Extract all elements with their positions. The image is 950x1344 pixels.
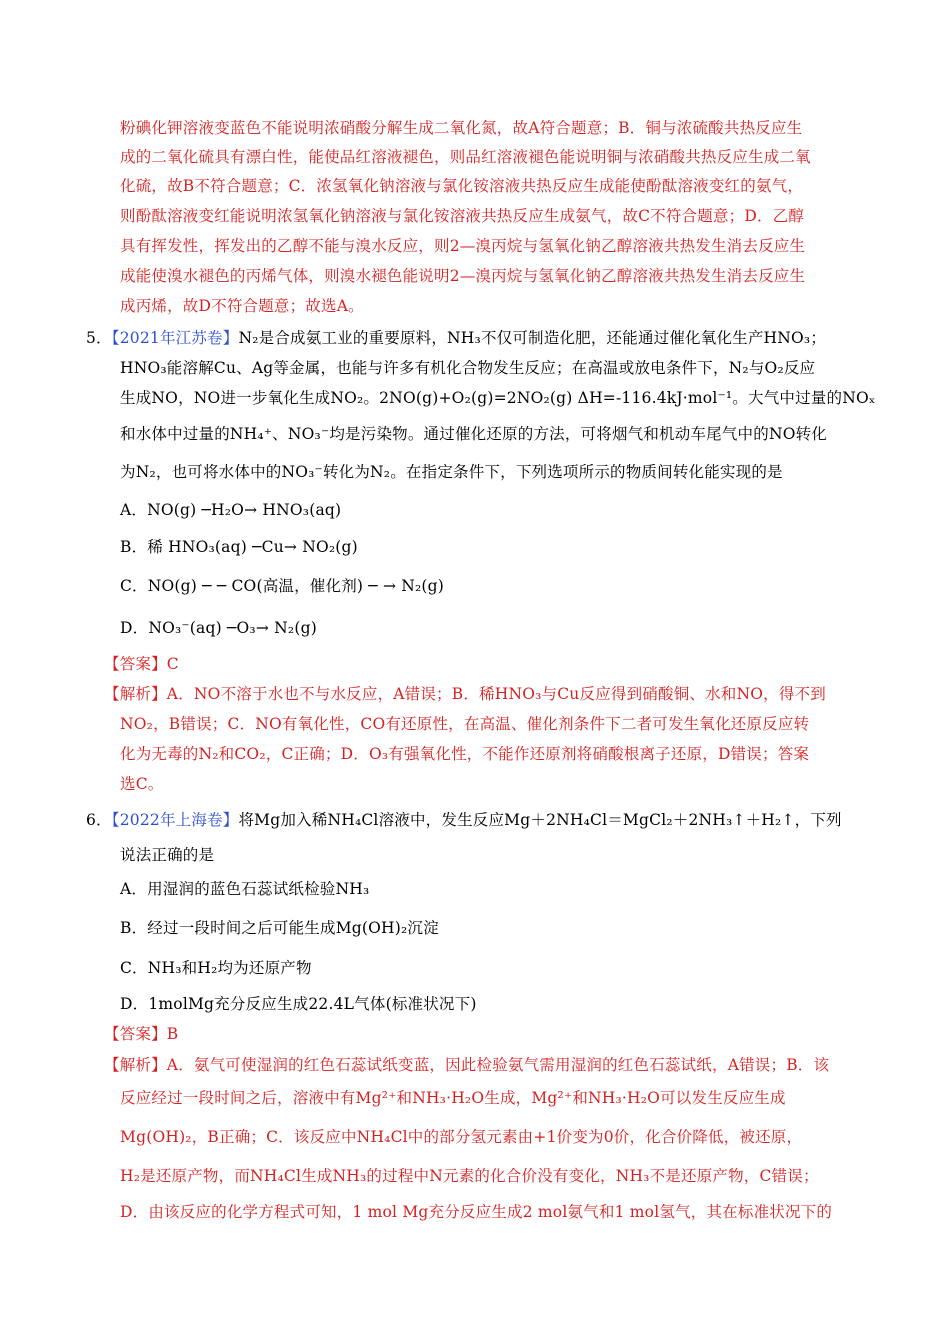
source-tag: 【2022年上海卷】 [111,811,239,829]
source-tag: 【2021年江苏卷】 [111,329,239,347]
analysis-line: D．由该反应的化学方程式可知，1 mol Mg充分反应生成2 mol氨气和1 mol氢气，其在标准状况下的 [120,1203,833,1221]
analysis-line: 化为无毒的N₂和CO₂，C正确；D．O₃有强氧化性，不能作还原剂将硝酸根离子还原，D错误；答案 [120,745,810,763]
question-stem-line: 为N₂，也可将水体中的NO₃⁻转化为N₂。在指定条件下，下列选项所示的物质间转化能实现的是 [120,463,783,481]
question-stem-line: 说法正确的是 [120,846,215,864]
prev-analysis-line: 成能使溴水褪色的丙烯气体，则溴水褪色能说明2—溴丙烷与氢氧化钠乙醇溶液共热发生消去反应生 [120,267,806,285]
answer-label: 【答案】C [104,655,179,673]
question-5-first-line [86,328,826,348]
option-b: B．经过一段时间之后可能生成Mg(OH)₂沉淀 [120,919,439,937]
option-c: C．NH₃和H₂均为还原产物 [120,959,312,977]
question-stem-line: 生成NO，NO进一步氧化生成NO₂。2NO(g)+O₂(g)=2NO₂(g) ΔH=-116.4kJ·mol⁻¹。大气中过量的NOₓ [120,389,876,407]
question-stem-line: N₂是合成氨工业的重要原料，NH₃不仅可制造化肥，还能通过催化氧化生产HNO₃； [238,329,827,347]
prev-analysis-line: 成丙烯，故D不符合题意；故选A。 [120,297,364,315]
analysis-line: 【解析】A．氨气可使湿润的红色石蕊试纸变蓝，因此检验氨气需用湿润的红色石蕊试纸，A错误；B．该 [104,1056,830,1074]
option-c: C．NO(g) ─ ─ CO(高温，催化剂) ─ → N₂(g) [120,577,445,595]
prev-analysis-line: 粉碘化钾溶液变蓝色不能说明浓硝酸分解生成二氧化氮，故A符合题意；B．铜与浓硫酸共热反应生 [120,119,803,137]
question-number: 6． [86,811,112,829]
question-number: 5． [86,329,112,347]
answer-label: 【答案】B [104,1025,179,1043]
option-b: B．稀 HNO₃(aq) ─Cu→ NO₂(g) [120,538,358,556]
prev-analysis-line: 具有挥发性，挥发出的乙醇不能与溴水反应，则2—溴丙烷与氢氧化钠乙醇溶液共热发生消去反应生 [120,237,806,255]
prev-analysis-line: 则酚酞溶液变红能说明浓氢氧化钠溶液与氯化铵溶液共热反应生成氨气，故C不符合题意；D．乙醇 [120,207,805,225]
analysis-line: 【解析】A．NO不溶于水也不与水反应，A错误；B．稀HNO₃与Cu反应得到硝酸铜、水和NO，得不到 [104,685,826,703]
prev-analysis-line: 成的二氧化硫具有漂白性，能使品红溶液褪色，则品红溶液褪色能说明铜与浓硝酸共热反应生成二氧 [120,148,811,166]
analysis-line: H₂是还原产物，而NH₄Cl生成NH₃的过程中N元素的化合价没有变化，NH₃不是还原产物，C错误； [120,1167,819,1185]
analysis-line: NO₂，B错误；C．NO有氧化性，CO有还原性，在高温、催化剂条件下二者可发生氧化还原反应转 [120,715,810,733]
option-a: A．NO(g) ─H₂O→ HNO₃(aq) [120,501,342,519]
prev-analysis-line: 化硫，故B不符合题意；C．浓氢氧化钠溶液与氯化铵溶液共热反应生成能使酚酞溶液变红的氨气， [120,177,804,195]
analysis-line: Mg(OH)₂，B正确；C．该反应中NH₄Cl中的部分氢元素由+1价变为0价，化合价降低，被还原， [120,1128,803,1146]
question-6-first-line [86,810,842,830]
option-a: A．用湿润的蓝色石蕊试纸检验NH₃ [120,880,370,898]
analysis-line: 反应经过一段时间之后，溶液中有Mg²⁺和NH₃·H₂O生成，Mg²⁺和NH₃·H₂O可以发生反应生成 [120,1089,786,1107]
question-stem-line: 将Mg加入稀NH₄Cl溶液中，发生反应Mg＋2NH₄Cl＝MgCl₂＋2NH₃↑＋H₂↑，下列 [238,811,842,829]
option-d: D．1molMg充分反应生成22.4L气体(标准状况下) [120,995,477,1013]
option-d: D．NO₃⁻(aq) ─O₃→ N₂(g) [120,619,317,637]
question-stem-line: HNO₃能溶解Cu、Ag等金属，也能与许多有机化合物发生反应；在高温或放电条件下，N₂与O₂反应 [120,359,816,377]
analysis-line: 选C。 [120,775,164,793]
question-stem-line: 和水体中过量的NH₄⁺、NO₃⁻均是污染物。通过催化还原的方法，可将烟气和机动车尾气中的NO转化 [120,425,828,443]
